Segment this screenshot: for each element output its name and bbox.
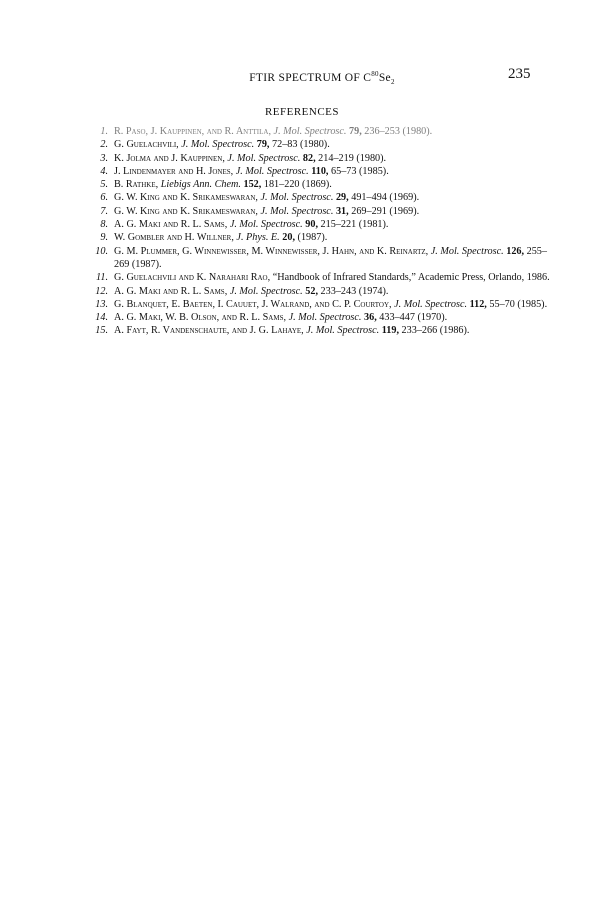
running-title-isotope: 80 — [371, 70, 379, 78]
reference-text — [114, 231, 552, 244]
reference-item — [92, 298, 552, 311]
reference-authors: J. Lindenmayer and H. Jones, — [114, 165, 236, 177]
reference-volume: 90, — [305, 219, 321, 231]
reference-volume: 52, — [305, 285, 321, 297]
reference-journal: Liebigs Ann. Chem. — [160, 179, 244, 191]
reference-item — [92, 271, 552, 284]
reference-text — [114, 125, 552, 138]
reference-journal: J. Mol. Spectrosc. — [288, 312, 365, 324]
reference-volume: 79, — [256, 139, 273, 151]
reference-item — [92, 178, 552, 191]
reference-item — [92, 191, 552, 204]
reference-volume: 152, — [243, 179, 264, 191]
reference-number: 7. — [100, 205, 108, 217]
reference-authors: G. M. Plummer, G. Winnewisser, M. Winnewisser, J. Hahn, and K. Reinartz, — [114, 245, 431, 257]
reference-journal: J. Phys. E. — [236, 232, 283, 244]
reference-text — [114, 271, 552, 284]
reference-title: “Handbook of Infrared Standards,” Academic Press, Orlando, 1986. — [272, 272, 550, 284]
reference-item — [92, 231, 552, 244]
reference-authors: G. Blanquet, E. Baeten, I. Cauuet, J. Walrand, and C. P. Courtoy, — [114, 298, 395, 310]
reference-pages: (1987). — [297, 232, 328, 244]
reference-authors: A. Fayt, R. Vandenschaute, and J. G. Lahaye, — [114, 325, 307, 337]
reference-volume: 29, — [335, 192, 352, 204]
reference-journal: J. Mol. Spectrosc. — [235, 165, 312, 177]
reference-authors: G. W. King and K. Srikameswaran, — [114, 192, 261, 204]
reference-volume: 20, — [282, 232, 298, 244]
reference-text — [114, 138, 552, 151]
reference-authors: W. Gombler and H. Willner, — [114, 232, 237, 244]
reference-number: 6. — [100, 192, 108, 204]
reference-text — [114, 298, 552, 311]
reference-volume: 31, — [335, 205, 352, 217]
reference-number: 3. — [100, 152, 108, 164]
reference-pages: 236–253 (1980). — [364, 126, 433, 137]
reference-number: 4. — [100, 165, 108, 177]
reference-journal: J. Mol. Spectrosc. — [181, 139, 257, 151]
reference-pages: 433–447 (1970). — [379, 312, 448, 324]
reference-item — [92, 218, 552, 231]
reference-text — [114, 311, 552, 324]
reference-journal: J. Mol. Spectrosc. — [260, 192, 336, 204]
page-number: 235 — [508, 66, 531, 82]
reference-authors: A. G. Maki, W. B. Olson, and R. L. Sams, — [114, 312, 289, 324]
reference-authors: G. W. King and K. Srikameswaran, — [114, 205, 261, 217]
reference-number: 9. — [100, 232, 108, 244]
reference-volume: 126, — [506, 245, 527, 257]
reference-item — [92, 324, 552, 337]
reference-text — [114, 165, 552, 178]
reference-pages: 181–220 (1869). — [263, 179, 332, 191]
reference-pages: 55–70 (1985). — [489, 298, 548, 310]
reference-authors: A. G. Maki and R. L. Sams, — [114, 285, 230, 297]
reference-volume: 79, — [349, 126, 365, 137]
reference-volume: 82, — [302, 152, 319, 164]
reference-pages: 72–83 (1980). — [272, 139, 330, 151]
reference-pages: 491–494 (1969). — [351, 192, 420, 204]
reference-pages: 233–243 (1974). — [320, 285, 389, 297]
reference-volume: 112, — [469, 298, 490, 310]
reference-number: 13. — [95, 298, 108, 310]
reference-pages: 233–266 (1986). — [401, 325, 470, 337]
reference-item — [92, 245, 552, 272]
reference-number: 5. — [100, 179, 108, 191]
reference-number: 12. — [95, 285, 108, 297]
reference-number: 14. — [95, 312, 108, 324]
references-list — [92, 125, 552, 338]
reference-number: 15. — [95, 325, 108, 337]
reference-item — [92, 138, 552, 151]
reference-number: 11. — [96, 272, 108, 284]
reference-pages: 65–73 (1985). — [331, 165, 389, 177]
reference-journal: J. Mol. Spectrosc. — [229, 285, 306, 297]
reference-pages: 255–269 (1987). — [114, 245, 547, 270]
reference-authors: G. Guelachvili and K. Narahari Rao, — [114, 272, 273, 284]
reference-pages: 215–221 (1981). — [320, 219, 389, 231]
reference-journal: J. Mol. Spectrosc. — [430, 245, 507, 257]
reference-volume: 36, — [364, 312, 380, 324]
reference-journal: J. Mol. Spectrosc. — [227, 152, 303, 164]
reference-number: 8. — [100, 219, 108, 231]
references-heading: REFERENCES — [264, 106, 340, 118]
reference-text — [114, 218, 552, 231]
reference-number: 2. — [100, 139, 108, 151]
reference-pages: 214–219 (1980). — [318, 152, 387, 164]
running-title-subscript: 2 — [390, 78, 395, 87]
reference-authors: G. Guelachvili, — [114, 139, 182, 151]
reference-text — [114, 285, 552, 298]
reference-journal: J. Mol. Spectrosc. — [229, 219, 306, 231]
reference-text — [114, 324, 552, 337]
reference-item — [92, 311, 552, 324]
reference-text — [114, 245, 552, 272]
reference-item — [92, 152, 552, 165]
reference-pages: 269–291 (1969). — [351, 205, 420, 217]
reference-text — [114, 191, 552, 204]
reference-journal: J. Mol. Spectrosc. — [260, 205, 336, 217]
reference-authors: B. Rathke, — [114, 179, 161, 191]
reference-authors: R. Paso, J. Kauppinen, and R. Anttila, — [114, 126, 274, 137]
reference-authors: K. Jolma and J. Kauppinen, — [114, 152, 228, 164]
reference-text — [114, 178, 552, 191]
reference-number: 1. — [100, 126, 108, 137]
reference-item — [92, 165, 552, 178]
reference-journal: J. Mol. Spectrosc. — [273, 126, 349, 137]
running-title-mid: Se — [378, 71, 391, 84]
reference-text — [114, 205, 552, 218]
reference-item — [92, 125, 552, 138]
reference-item — [92, 205, 552, 218]
reference-volume: 119, — [381, 325, 402, 337]
reference-text — [114, 152, 552, 165]
reference-item — [92, 285, 552, 298]
reference-volume: 110, — [311, 165, 332, 177]
reference-authors: A. G. Maki and R. L. Sams, — [114, 219, 230, 231]
running-head — [222, 70, 422, 86]
running-title-prefix: FTIR SPECTRUM OF C — [249, 71, 372, 84]
reference-journal: J. Mol. Spectrosc. — [306, 325, 382, 337]
reference-journal: J. Mol. Spectrosc. — [394, 298, 470, 310]
reference-number: 10. — [95, 245, 108, 257]
